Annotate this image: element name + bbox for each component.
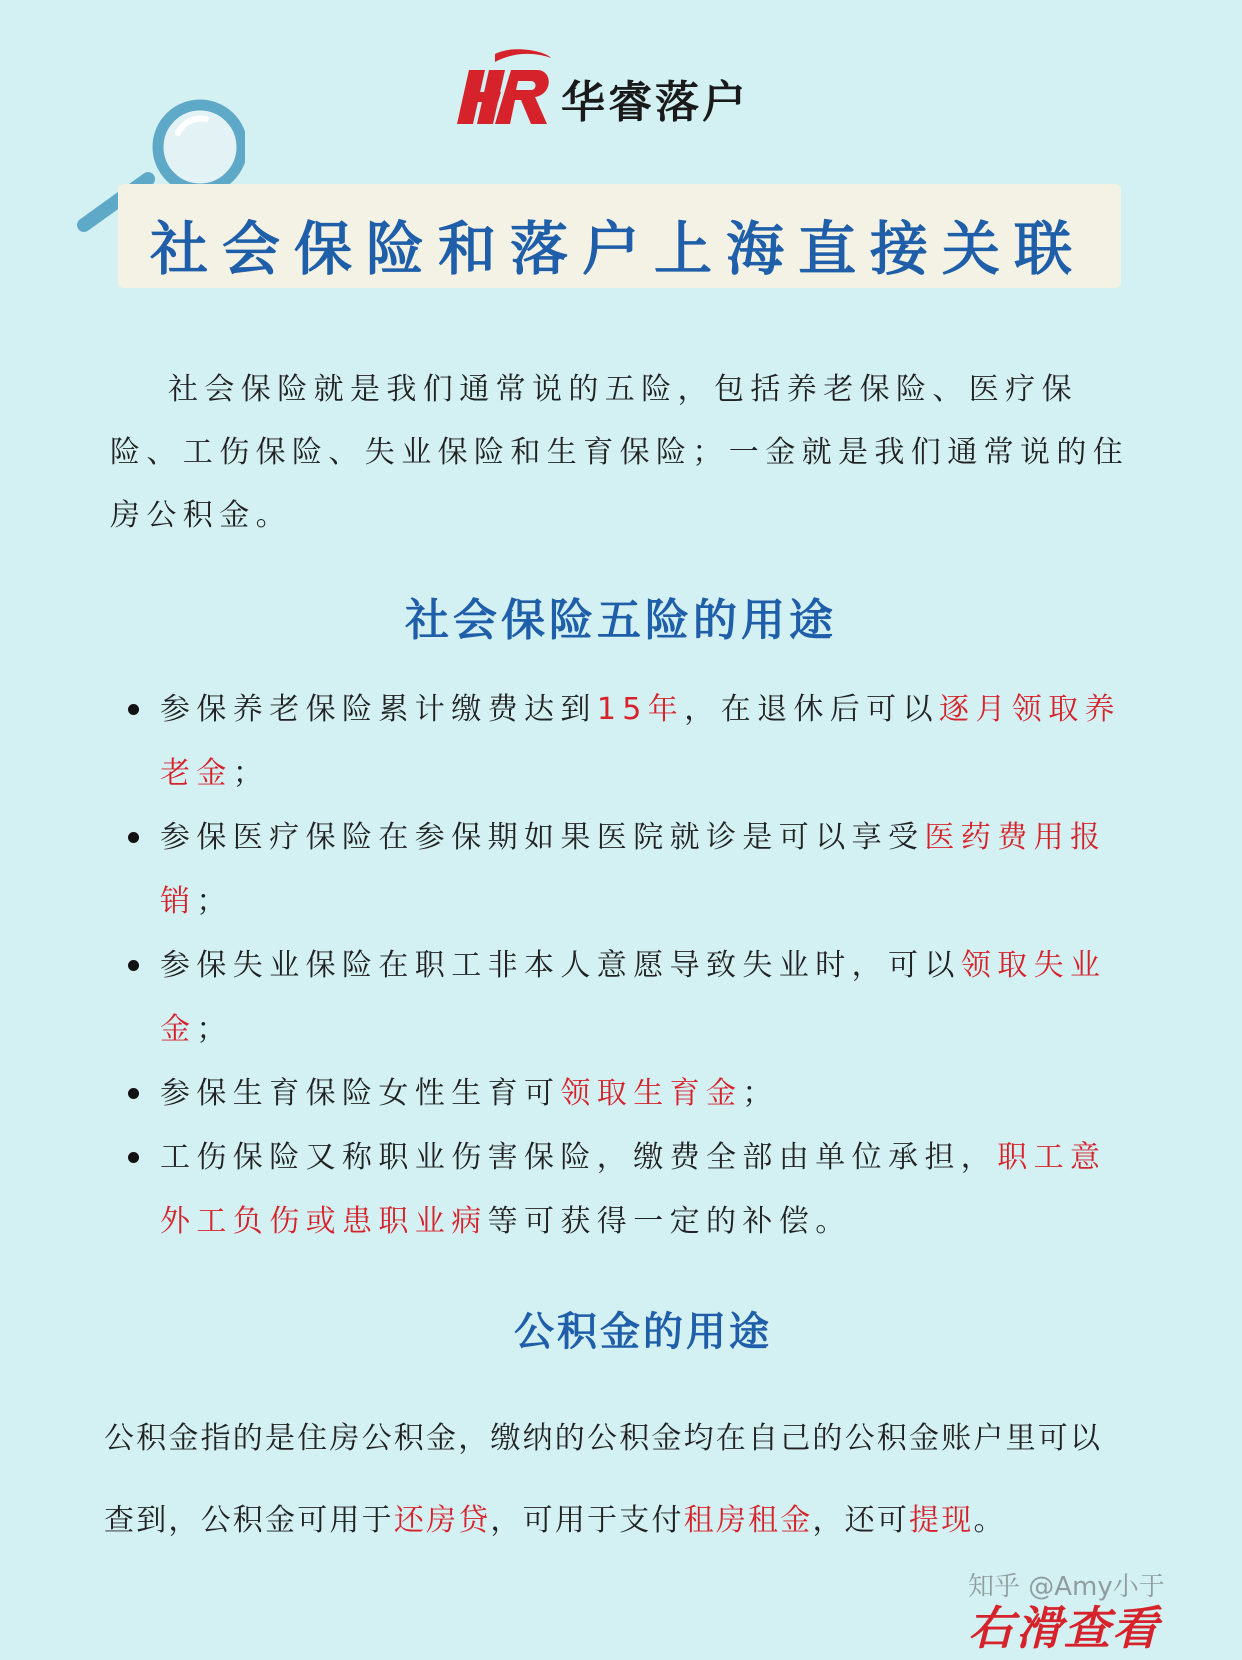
section-title-social-insurance: 社会保险五险的用途 [405, 595, 837, 646]
swipe-right-hint[interactable]: 右滑查看 [968, 1601, 1160, 1655]
brand-name: 华睿落户 [561, 77, 749, 128]
section-title-housing-fund: 公积金的用途 [514, 1309, 772, 1355]
list-item: 参保失业保险在职工非本人意愿导致失业时，可以领取失业金； [128, 934, 1128, 1062]
list-item: 参保养老保险累计缴费达到15年，在退休后可以逐月领取养老金； [128, 678, 1128, 806]
bullet-icon [128, 832, 139, 843]
bullet-icon [128, 960, 139, 971]
list-item: 参保医疗保险在参保期如果医院就诊是可以享受医药费用报销； [128, 806, 1128, 934]
social-insurance-list [128, 678, 1128, 1254]
bullet-icon [128, 1088, 139, 1099]
hr-logo-icon [455, 48, 555, 136]
page-title: 社会保险和落户上海直接关联 [150, 215, 1087, 283]
list-item: 参保生育保险女性生育可领取生育金； [128, 1062, 1128, 1126]
intro-text: 社会保险就是我们通常说的五险，包括养老保险、医疗保险、工伤保险、失业保险和生育保险；一金就是我们通常说的住房公积金。 [110, 372, 1130, 533]
bullet-icon [128, 704, 139, 715]
brand-logo [455, 48, 815, 136]
bullet-icon [128, 1152, 139, 1163]
intro-paragraph [110, 358, 1130, 547]
list-item: 工伤保险又称职业伤害保险，缴费全部由单位承担，职工意外工负伤或患职业病等可获得一定的补偿。 [128, 1126, 1128, 1254]
housing-fund-paragraph: 公积金指的是住房公积金，缴纳的公积金均在自己的公积金账户里可以查到，公积金可用于还房贷，可用于支付租房租金，还可提现。 [104, 1421, 1103, 1538]
watermark: 知乎 @Amy小于 [968, 1572, 1165, 1602]
